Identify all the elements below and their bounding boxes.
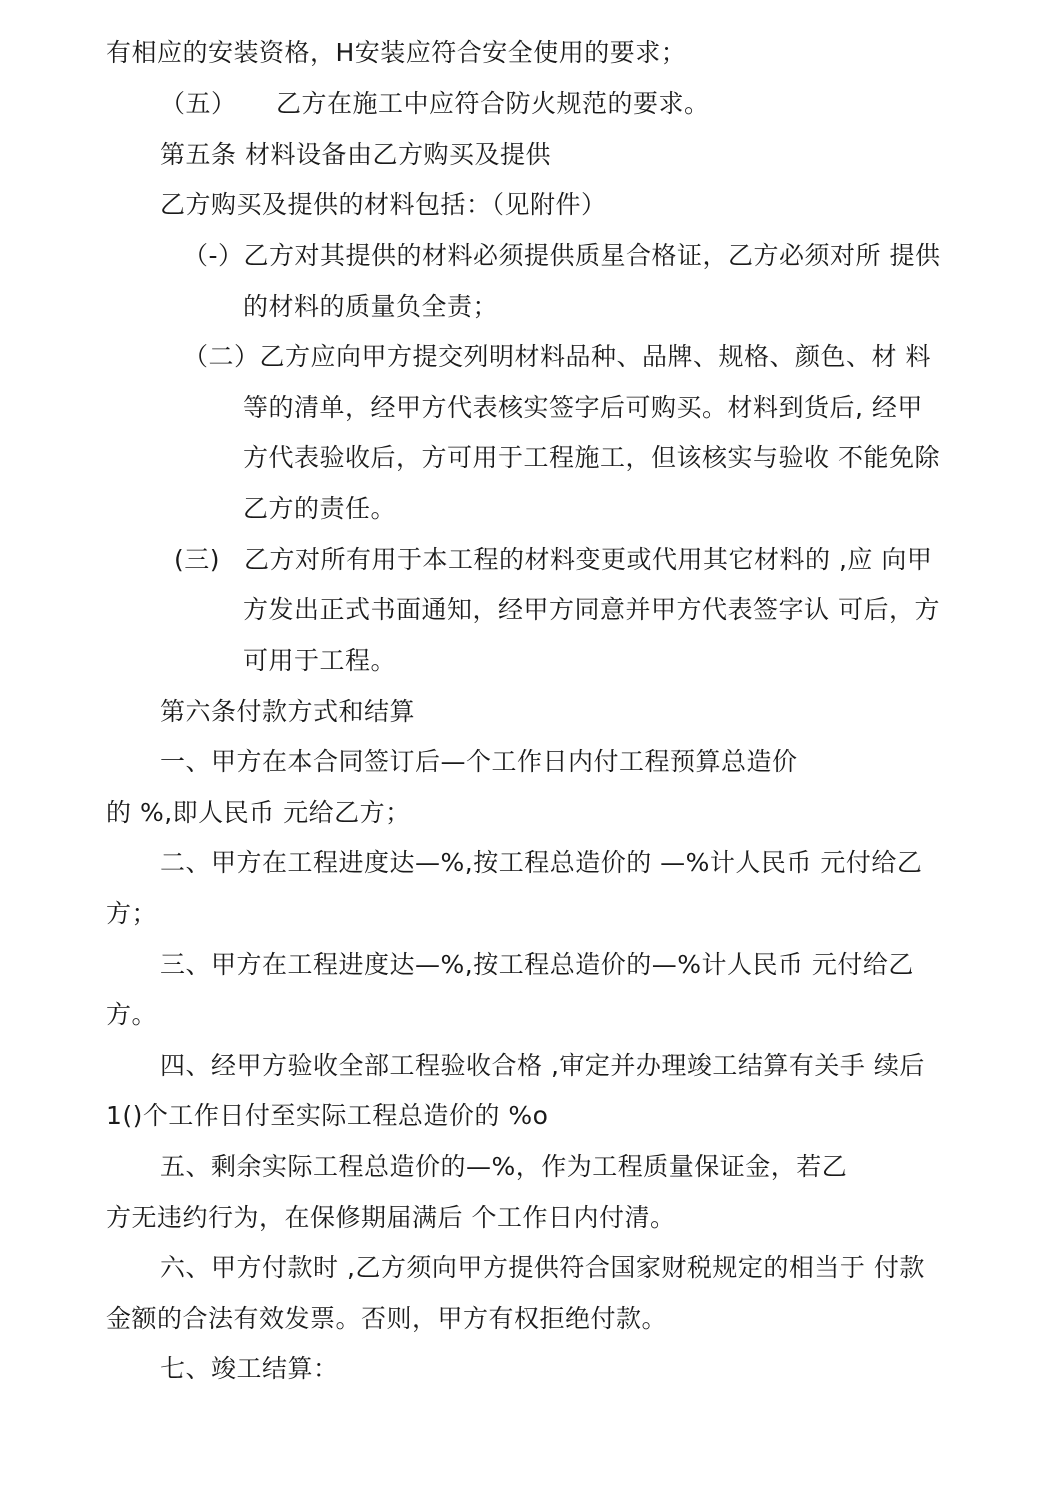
- text-line: 六、甲方付款时 ,乙方须向甲方提供符合国家财税规定的相当于 付款: [160, 1253, 925, 1282]
- article-heading: 第六条付款方式和结算: [160, 697, 416, 726]
- clause-line: [160, 88, 710, 120]
- text-line: 可用于工程。: [243, 646, 397, 675]
- text-line: 1()个工作日付至实际工程总造价的 %o: [106, 1101, 549, 1130]
- text-line: 方无违约行为，在保修期届满后 个工作日内付清。: [106, 1203, 676, 1232]
- text-line: 三、甲方在工程进度达—%,按工程总造价的—%计人民币 元付给乙: [160, 950, 914, 979]
- text-line: 的 %,即人民币 元给乙方；: [106, 798, 411, 827]
- text-line: 七、竣工结算：: [160, 1354, 339, 1383]
- text-line: 方发出正式书面通知，经甲方同意并甲方代表签字认 可后，方: [243, 595, 940, 624]
- text-line: 金额的合法有效发票。否则，甲方有权拒绝付款。: [106, 1304, 668, 1333]
- text-line: 方。: [106, 1000, 158, 1029]
- text-line: （二）乙方应向甲方提交列明材料品种、品牌、规格、颜色、材 料: [183, 342, 931, 371]
- text-line: 的材料的质量负全责；: [243, 292, 499, 321]
- clause-text: 乙方对所有用于本工程的材料变更或代用其它材料的 ,应 向甲: [244, 545, 933, 574]
- text-line: 五、剩余实际工程总造价的—%，作为工程质量保证金，若乙: [160, 1152, 848, 1181]
- clause-marker: (三): [174, 545, 221, 574]
- clause-marker: （五）: [160, 89, 237, 118]
- text-line: 一、甲方在本合同签订后—个工作日内付工程预算总造价: [160, 747, 798, 776]
- text-line: 方代表验收后，方可用于工程施工，但该核实与验收 不能免除: [243, 443, 940, 472]
- text-line: 乙方购买及提供的材料包括：（见附件）: [160, 190, 607, 219]
- text-line: 二、甲方在工程进度达—%,按工程总造价的 —%计人民币 元付给乙: [160, 848, 923, 877]
- clause-line: [174, 544, 932, 576]
- text-line: 方；: [106, 899, 158, 928]
- text-line: （-）乙方对其提供的材料必须提供质星合格证，乙方必须对所 提供: [183, 241, 941, 270]
- clause-text: 乙方在施工中应符合防火规范的要求。: [276, 89, 710, 118]
- article-heading: 第五条 材料设备由乙方购买及提供: [160, 140, 551, 169]
- text-line: 四、经甲方验收全部工程验收合格 ,审定并办理竣工结算有关手 续后: [160, 1051, 925, 1080]
- text-line: 有相应的安装资格，H安装应符合安全使用的要求；: [106, 38, 687, 67]
- text-line: 乙方的责任。: [243, 494, 397, 523]
- text-line: 等的清单，经甲方代表核实签字后可购买。材料到货后, 经甲: [243, 393, 923, 422]
